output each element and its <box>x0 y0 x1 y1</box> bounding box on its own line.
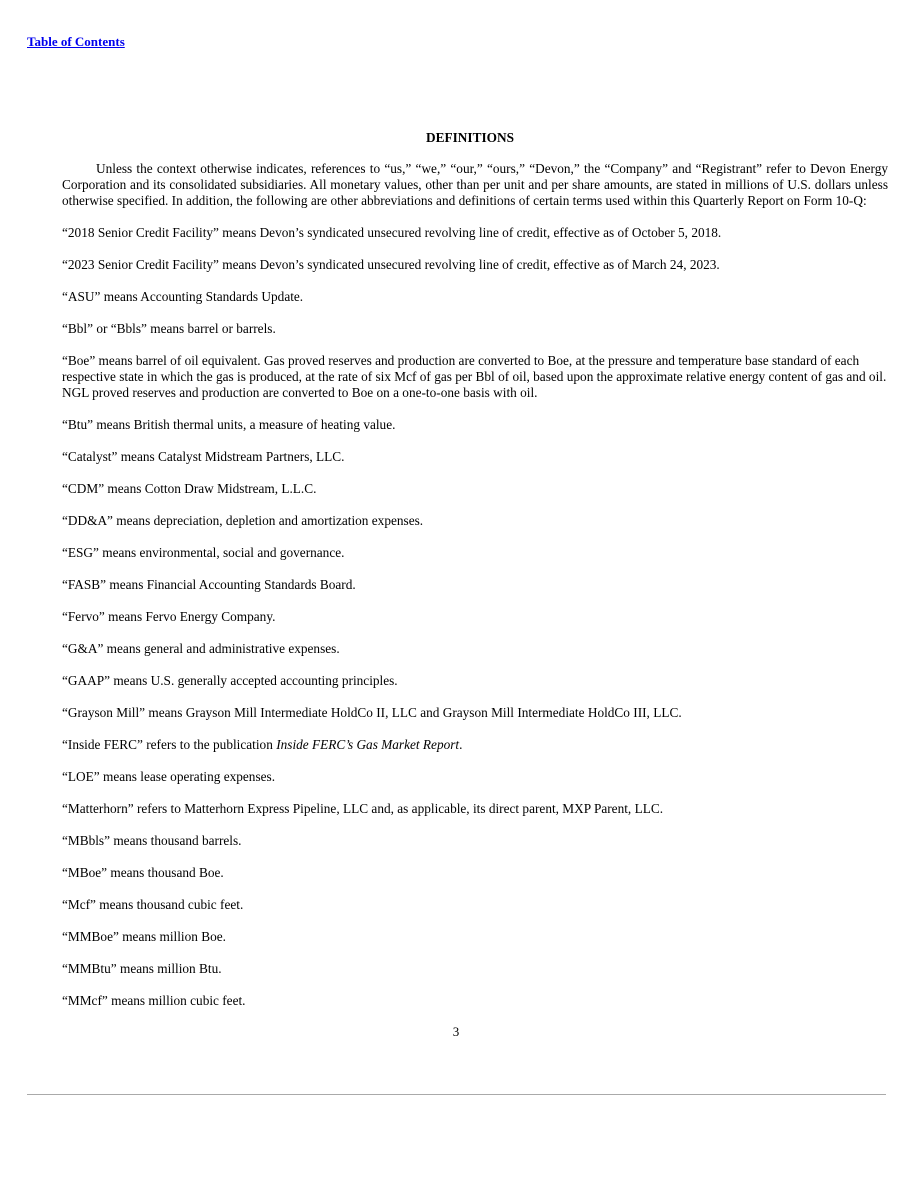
publication-title: Inside FERC’s Gas Market Report <box>276 737 460 752</box>
definition-item: “MBbls” means thousand barrels. <box>62 833 242 848</box>
definition-item: “ESG” means environmental, social and governance. <box>62 545 345 560</box>
definition-item: “GAAP” means U.S. generally accepted accounting principles. <box>62 673 398 688</box>
definition-item: “Boe” means barrel of oil equivalent. Gas proved reserves and production are converted to Boe, at the pressure and temperature base standard of each respective state in which the gas is produced, at the rate of six Mcf of gas per Bbl of oil, based upon the approximate relative energy content of gas and oil. NGL proved reserves and production are converted to Boe on a one-to-one basis with oil. <box>62 353 887 400</box>
definition-item: “FASB” means Financial Accounting Standards Board. <box>62 577 356 592</box>
definition-item: “Catalyst” means Catalyst Midstream Partners, LLC. <box>62 449 345 464</box>
definition-text: “Inside FERC” refers to the publication <box>62 737 277 752</box>
definition-item: “CDM” means Cotton Draw Midstream, L.L.C. <box>62 481 317 496</box>
definition-item: “Btu” means British thermal units, a measure of heating value. <box>62 417 396 432</box>
page-divider <box>27 1094 886 1095</box>
table-of-contents-link[interactable]: Table of Contents <box>27 34 125 49</box>
definition-item: “LOE” means lease operating expenses. <box>62 769 276 784</box>
definition-item: “DD&A” means depreciation, depletion and amortization expenses. <box>62 513 424 528</box>
definition-item: “MMBoe” means million Boe. <box>62 929 226 944</box>
definition-item: “MMcf” means million cubic feet. <box>62 993 246 1008</box>
definition-item: “MBoe” means thousand Boe. <box>62 865 224 880</box>
definition-item: “MMBtu” means million Btu. <box>62 961 222 976</box>
definition-item: “G&A” means general and administrative expenses. <box>62 641 340 656</box>
document-body <box>62 130 888 1009</box>
definition-item: “Mcf” means thousand cubic feet. <box>62 897 244 912</box>
definition-item: “2023 Senior Credit Facility” means Devon’s syndicated unsecured revolving line of credit, effective as of March 24, 2023. <box>62 257 720 272</box>
definition-item: “ASU” means Accounting Standards Update. <box>62 289 304 304</box>
definition-item: “Bbl” or “Bbls” means barrel or barrels. <box>62 321 276 336</box>
definition-item-inside-ferc <box>62 737 888 753</box>
intro-paragraph: Unless the context otherwise indicates, references to “us,” “we,” “our,” “ours,” “Devon,” the “Company” and “Registrant” refer to Devon Energy Corporation and its consolidated subsidiaries. All monetary values, other than per unit and per share amounts, are stated in millions of U.S. dollars unless otherwise specified. In addition, the following are other abbreviations and definitions of certain terms used within this Quarterly Report on Form 10-Q: <box>62 161 888 208</box>
definition-item: “Matterhorn” refers to Matterhorn Express Pipeline, LLC and, as applicable, its direct parent, MXP Parent, LLC. <box>62 801 664 816</box>
page-number: 3 <box>452 1024 460 1039</box>
page-title: DEFINITIONS <box>426 130 514 145</box>
definition-item: “Fervo” means Fervo Energy Company. <box>62 609 276 624</box>
definition-item: “2018 Senior Credit Facility” means Devon’s syndicated unsecured revolving line of credit, effective as of October 5, 2018. <box>62 225 722 240</box>
definition-text: . <box>459 737 463 752</box>
definition-item: “Grayson Mill” means Grayson Mill Intermediate HoldCo II, LLC and Grayson Mill Intermediate HoldCo III, LLC. <box>62 705 682 720</box>
